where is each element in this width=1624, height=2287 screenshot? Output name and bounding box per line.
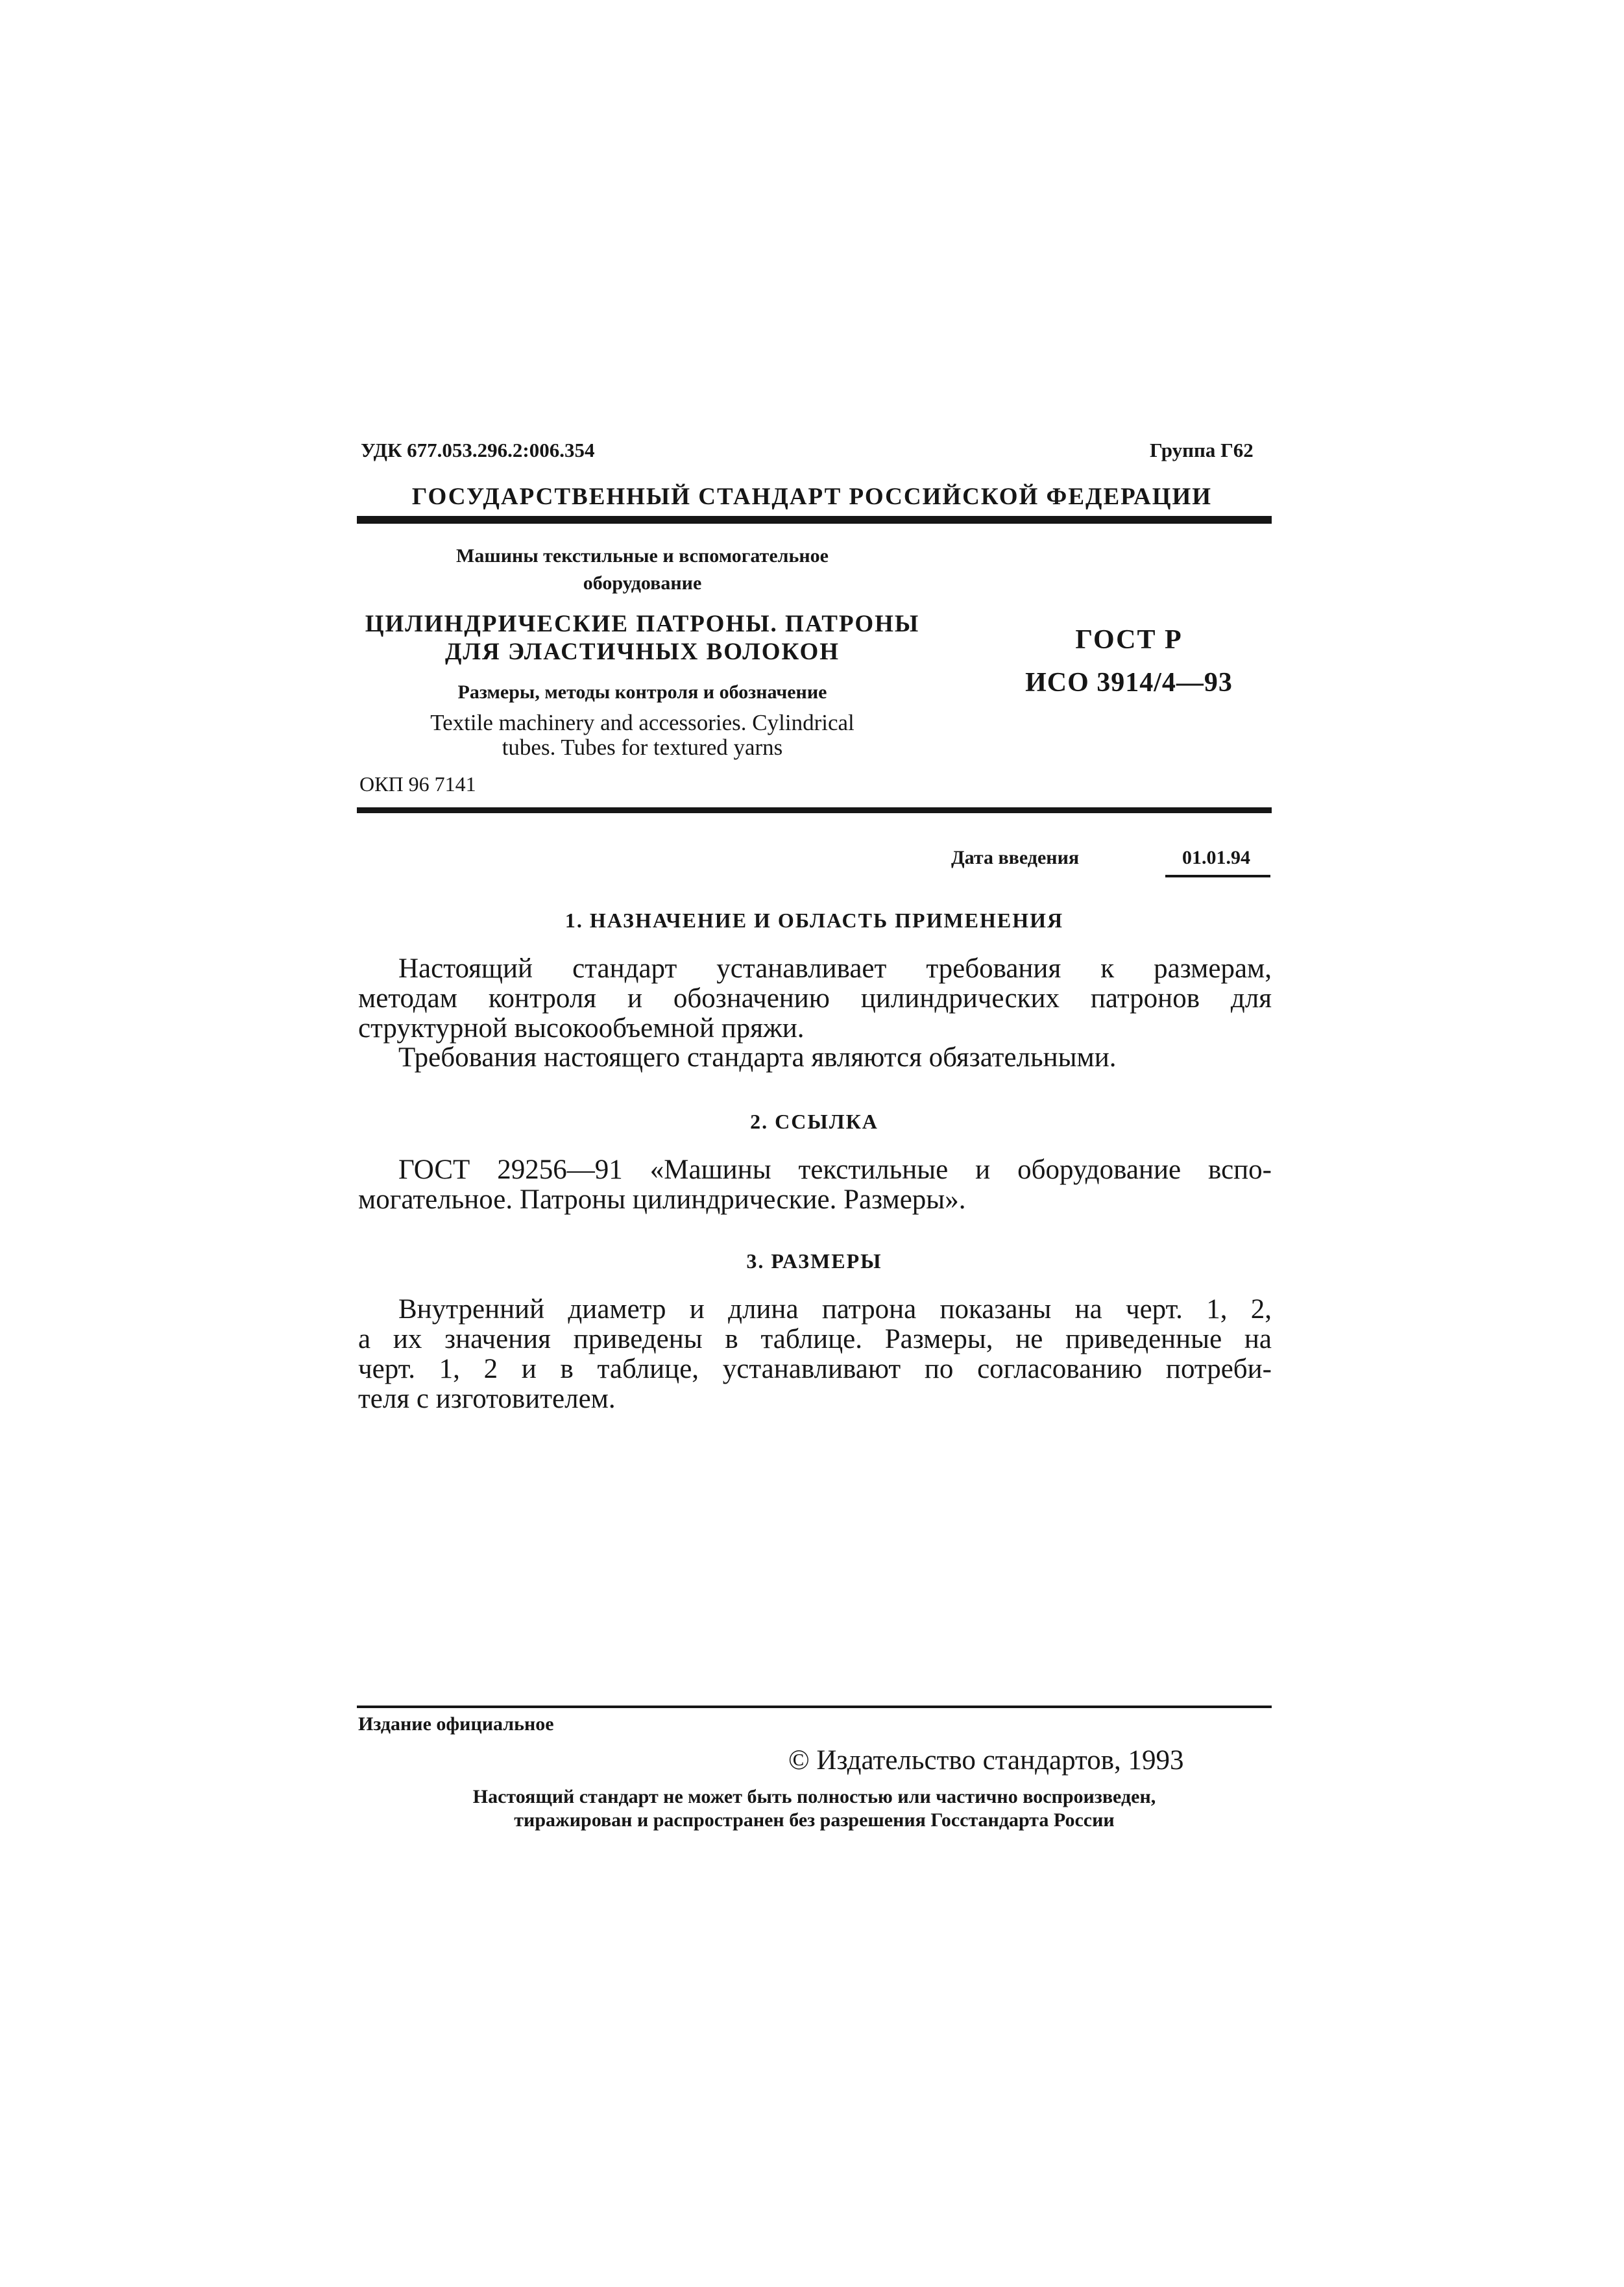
text-line: структурной высокообъемной пряжи. xyxy=(358,1013,805,1044)
category-line-1: Машины текстильные и вспомогательное xyxy=(456,545,829,567)
state-standard-heading: ГОСУДАРСТВЕННЫЙ СТАНДАРТ РОССИЙСКОЙ ФЕДЕРАЦИИ xyxy=(411,483,1213,510)
section-3-heading: 3. РАЗМЕРЫ xyxy=(746,1249,882,1273)
text-line: могательное. Патроны цилиндрические. Размеры». xyxy=(358,1184,966,1215)
intro-date-label: Дата введения xyxy=(951,847,1080,868)
top-thick-rule xyxy=(357,516,1272,524)
text-line: Требования настоящего стандарта являются обязательными. xyxy=(398,1042,1117,1073)
gost-number-line-2: ИСО 3914/4—93 xyxy=(1025,668,1233,698)
edition-label: Издание официальное xyxy=(358,1713,554,1735)
group-code: Группа Г62 xyxy=(1150,439,1254,461)
middle-thick-rule xyxy=(357,807,1272,813)
text-line: черт. 1, 2 и в таблице, устанавливают по согласованию потреби- xyxy=(358,1354,1272,1384)
text-line: Внутренний диаметр и длина патрона показаны на черт. 1, 2, xyxy=(398,1294,1272,1325)
notice-line-1: Настоящий стандарт не может быть полностью или частично воспроизведен, xyxy=(472,1786,1156,1807)
section-1-paragraph-2 xyxy=(358,1043,1272,1073)
english-title-line-2: tubes. Tubes for textured yarns xyxy=(502,735,783,760)
notice-line-2: тиражирован и распространен без разрешения Госстандарта России xyxy=(514,1809,1115,1831)
title-line-2: ДЛЯ ЭЛАСТИЧНЫХ ВОЛОКОН xyxy=(444,639,840,665)
section-1-paragraph-1 xyxy=(358,954,1272,1044)
udc-code: УДК 677.053.296.2:006.354 xyxy=(361,439,595,461)
text-line: методам контроля и обозначению цилиндрических патронов для xyxy=(358,983,1272,1014)
intro-date-value: 01.01.94 xyxy=(1182,847,1250,868)
section-1-heading: 1. НАЗНАЧЕНИЕ И ОБЛАСТЬ ПРИМЕНЕНИЯ xyxy=(564,909,1064,932)
gost-number-line-1: ГОСТ Р xyxy=(1075,625,1183,655)
section-2-heading: 2. ССЫЛКА xyxy=(750,1110,879,1133)
okp-code: ОКП 96 7141 xyxy=(359,772,476,796)
section-3-paragraph-1 xyxy=(358,1295,1272,1414)
footer-rule xyxy=(357,1706,1272,1708)
subtitle: Размеры, методы контроля и обозначение xyxy=(457,681,827,703)
english-title-line-1: Textile machinery and accessories. Cylindrical xyxy=(430,710,854,735)
title-line-1: ЦИЛИНДРИЧЕСКИЕ ПАТРОНЫ. ПАТРОНЫ xyxy=(365,611,920,637)
section-2-paragraph-1 xyxy=(358,1155,1272,1215)
copyright-line: © Издательство стандартов, 1993 xyxy=(788,1745,1184,1776)
text-line: а их значения приведены в таблице. Размеры, не приведенные на xyxy=(358,1324,1272,1354)
text-line: теля с изготовителем. xyxy=(358,1384,616,1414)
category-line-2: оборудование xyxy=(583,572,702,594)
text-line: Настоящий стандарт устанавливает требования к размерам, xyxy=(398,953,1272,984)
intro-date-underline xyxy=(1165,875,1270,877)
text-line: ГОСТ 29256—91 «Машины текстильные и оборудование вспо- xyxy=(398,1155,1272,1185)
